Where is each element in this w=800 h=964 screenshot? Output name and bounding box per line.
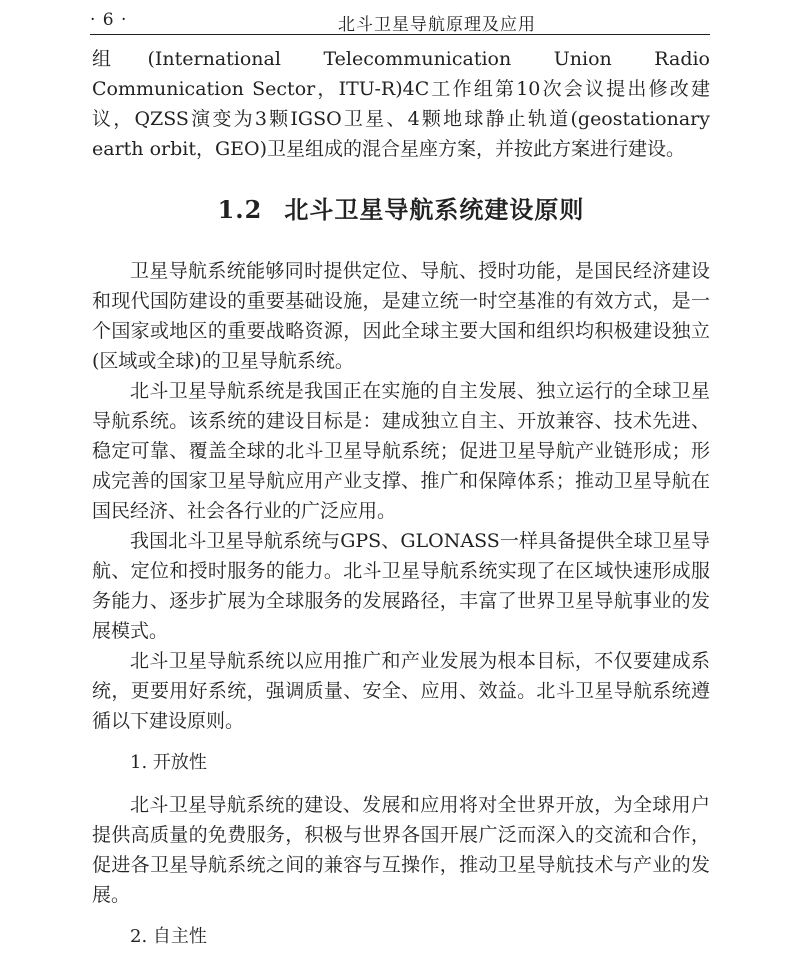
principle-heading: 2. 自主性 <box>130 926 207 947</box>
principle-text: 北斗卫星导航系统的建设、发展和应用将对全世界开放，为全球用户提供高质量的免费服务，积极与世界各国开展广泛而深入的交流和合作，促进各卫星导航系统之间的兼容与互操作，推动卫星导航技术与产业的发展。 <box>92 794 710 906</box>
intro-paragraph: 组(International Telecommunication Union Radio Communication Sector，ITU-R)4C工作组第10次会议提出修改建议，QZSS演变为3颗IGSO卫星、4颗地球静止轨道(geostationary earth orbit，GEO)卫星组成的混合星座方案，并按此方案进行建设。 <box>92 48 710 160</box>
page-number: · 6 · <box>90 10 128 30</box>
principle-heading: 1. 开放性 <box>130 752 207 773</box>
book-title: 北斗卫星导航原理及应用 <box>338 15 536 35</box>
section-heading <box>92 193 710 227</box>
section-number: 1.2 <box>217 195 263 224</box>
paragraph: 北斗卫星导航系统以应用推广和产业发展为根本目标，不仅要建成系统，更要用好系统，强调质量、安全、应用、效益。北斗卫星导航系统遵循以下建设原则。 <box>92 650 710 732</box>
paragraph: 卫星导航系统能够同时提供定位、导航、授时功能，是国民经济建设和现代国防建设的重要基础设施，是建立统一时空基准的有效方式，是一个国家或地区的重要战略资源，因此全球主要大国和组织均积极建设独立(区域或全球)的卫星导航系统。 <box>92 260 710 372</box>
paragraph: 北斗卫星导航系统是我国正在实施的自主发展、独立运行的全球卫星导航系统。该系统的建设目标是：建成独立自主、开放兼容、技术先进、稳定可靠、覆盖全球的北斗卫星导航系统；促进卫星导航产业链形成；形成完善的国家卫星导航应用产业支撑、推广和保障体系；推动卫星导航在国民经济、社会各行业的广泛应用。 <box>92 380 710 522</box>
body-text <box>92 44 710 964</box>
paragraph: 我国北斗卫星导航系统与GPS、GLONASS一样具备提供全球卫星导航、定位和授时服务的能力。北斗卫星导航系统实现了在区域快速形成服务能力、逐步扩展为全球服务的发展路径，丰富了世界卫星导航事业的发展模式。 <box>92 530 710 642</box>
running-header <box>90 8 710 35</box>
section-title: 北斗卫星导航系统建设原则 <box>284 196 585 224</box>
